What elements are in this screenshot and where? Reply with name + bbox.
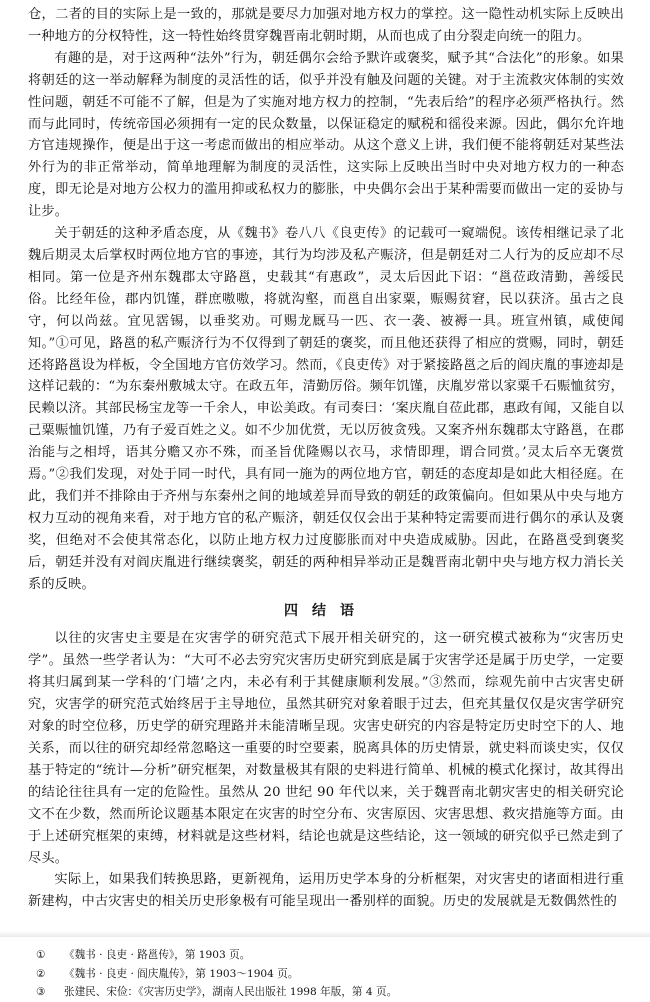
footnote-mark: ① bbox=[36, 949, 46, 962]
paragraph: 以往的灾害史主要是在灾害学的研究范式下展开相关研究的，这一研究模式被称为“灾害历史学”。虽然一些学者认为：“大可不必去穷究灾害历史研究到底是属于灾害学还是属于历史学，一定要将其归属到某一学科的‘门墙’之内，未必有利于其健康顺利发展。”③然而，综观先前中古灾害史研究，灾害学的研究范式始终居于主导地位，虽然其研究对象着眼于过去，但充其量仅仅是灾害学研究对象的时空位移，历史学的研究理路并未能清晰呈现。灾害史研究的内容是特定历史时空下的人、地关系，而以往的研究却经常忽略这一重要的时空要素，脱离具体的历史情景，就史料而谈史实，仅仅基于特定的“统计—分析”研究框架，对数量极其有限的史料进行简单、机械的模式化探讨，故其得出的结论往往具有一定的危险性。虽然从 20 世纪 90 年代以来，关于魏晋南北朝灾害史的相关研究论文不在少数，然而所论议题基本限定在灾害的时空分布、灾害原因、灾害思想、救灾措施等方面。由于上述研究框架的束缚，材料就是这些材料，结论也就是这些结论，这一领域的研究似乎已然走到了尽头。 bbox=[28, 631, 624, 866]
paragraph: 有趣的是，对于这两种“法外”行为，朝廷偶尔会给予默许或褒奖，赋予其“合法化”的形象。如果将朝廷的这一举动解释为制度的灵活性的话，似乎并没有触及问题的关键。对于主流救灾体制的实效性问题，朝廷不可能不了解，但是为了实施对地方权力的控制，“先表后给”的程序必须严格执行。然而与此同时，传统帝国必须拥有一定的民众数量，以保证稳定的赋税和徭役来源。因此，偶尔允许地方官违规操作，便是出于这一考虑而做出的相应举动。从这个意义上讲，我们便不能将朝廷对某些法外行为的非正常举动，简单地理解为制度的灵活性，这实际上反映出当时中央对地方权力的一种态度，即无论是对地方公权力的滥用抑或私权力的膨胀，中央偶尔会出于某种需要而做出一定的妥协与让步。 bbox=[28, 50, 624, 220]
page-edge bbox=[0, 931, 650, 937]
paragraph: 仓，二者的目的实际上是一致的，那就是要尽力加强对地方权力的掌控。这一隐性动机实际上反映出一种地方的分权特性，这一特性始终贯穿魏晋南北朝时期，从而也成了由分裂走向统一的阻力。 bbox=[28, 7, 624, 44]
footnotes bbox=[28, 946, 624, 1002]
footnote-mark: ③ bbox=[36, 986, 46, 999]
section-heading: 四结语 bbox=[284, 603, 368, 620]
footnote-text: 张建民、宋俭：《灾害历史学》，湖南人民出版社 1998 年版，第 4 页。 bbox=[64, 986, 398, 999]
paragraph: 关于朝廷的这种矛盾态度，从《魏书》卷八八《良吏传》的记载可一窥端倪。该传相继记录了北魏后期灵太后掌权时两位地方官的事迹，其行为均涉及私产赈济，但是朝廷对二人行为的反应却不尽相同。第一位是齐州东魏郡太守路邕，史载其“有惠政”，灵太后因此下诏：“邕莅政清勤，善绥民俗。比经年俭，郡内饥馑，群庶嗷嗷，将就沟壑，而邕自出家粟，赈赐贫窘，民以获济。虽古之良守，何以尚兹。宜见霑锡，以垂奖劝。可赐龙厩马一匹、衣一袭、被褥一具。班宣州镇，咸使闻知。”①可见，路邕的私产赈济行为不仅得到了朝廷的褒奖，而且他还获得了相应的赏赐，同时，朝廷还将路邕设为样板，令全国地方官仿效学习。然而，《良吏传》对于紧接路邕之后的阎庆胤的事迹却是这样记载的：“为东秦州敷城太守。在政五年，清勤厉俗。频年饥馑，庆胤岁常以家粟千石赈恤贫穷，民赖以济。其部民杨宝龙等一千余人，申讼美政。有司奏曰：‘案庆胤自莅此郡，惠政有闻，又能自以己粟赈恤饥馑，乃有子爱百姓之义。如不少加优赏，无以厉彼贪残。又案齐州东魏郡太守路邕，在郡治能与之相埒，语其分赡又亦不殊，而圣旨优隆赐以衣马，求情即理，谓合同赏。’灵太后卒无褒赏焉。”②我们发现，对处于同一时代，具有同一施为的两位地方官，朝廷的态度却是如此大相径庭。在此，我们并不排除由于齐州与东秦州之间的地域差异而导致的朝廷的政策偏向。但如果从中央与地方权力互动的视角来看，对于地方官的私产赈济，朝廷仅仅会出于某种特定需要而进行偶尔的承认及褒奖，但绝对不会使其常态化，以防止地方权力过度膨胀而对中央造成威胁。因此，在路邕受到褒奖后，朝廷并没有对阎庆胤进行继续褒奖，朝廷的两种相异举动正是魏晋南北朝中央与地方权力消长关系的反映。 bbox=[28, 226, 624, 592]
footnote bbox=[28, 965, 624, 984]
footnote bbox=[28, 946, 624, 965]
body-text-top bbox=[28, 4, 624, 595]
paragraph: 实际上，如果我们转换思路，更新视角，运用历史学本身的分析框架，对灾害史的诸面相进行重新建构，中古灾害史的相关历史形象极有可能呈现出一番别样的面貌。历史的发展就是无数偶然性的 bbox=[28, 872, 624, 910]
footnote-text: 《魏书 · 良吏 · 路邕传》，第 1903 页。 bbox=[64, 949, 251, 962]
footnote-text: 《魏书 · 良吏 · 阎庆胤传》，第 1903～1904 页。 bbox=[64, 967, 299, 980]
body-text-bottom bbox=[28, 628, 624, 913]
footnote-mark: ② bbox=[36, 967, 46, 980]
footnote bbox=[28, 983, 624, 1002]
